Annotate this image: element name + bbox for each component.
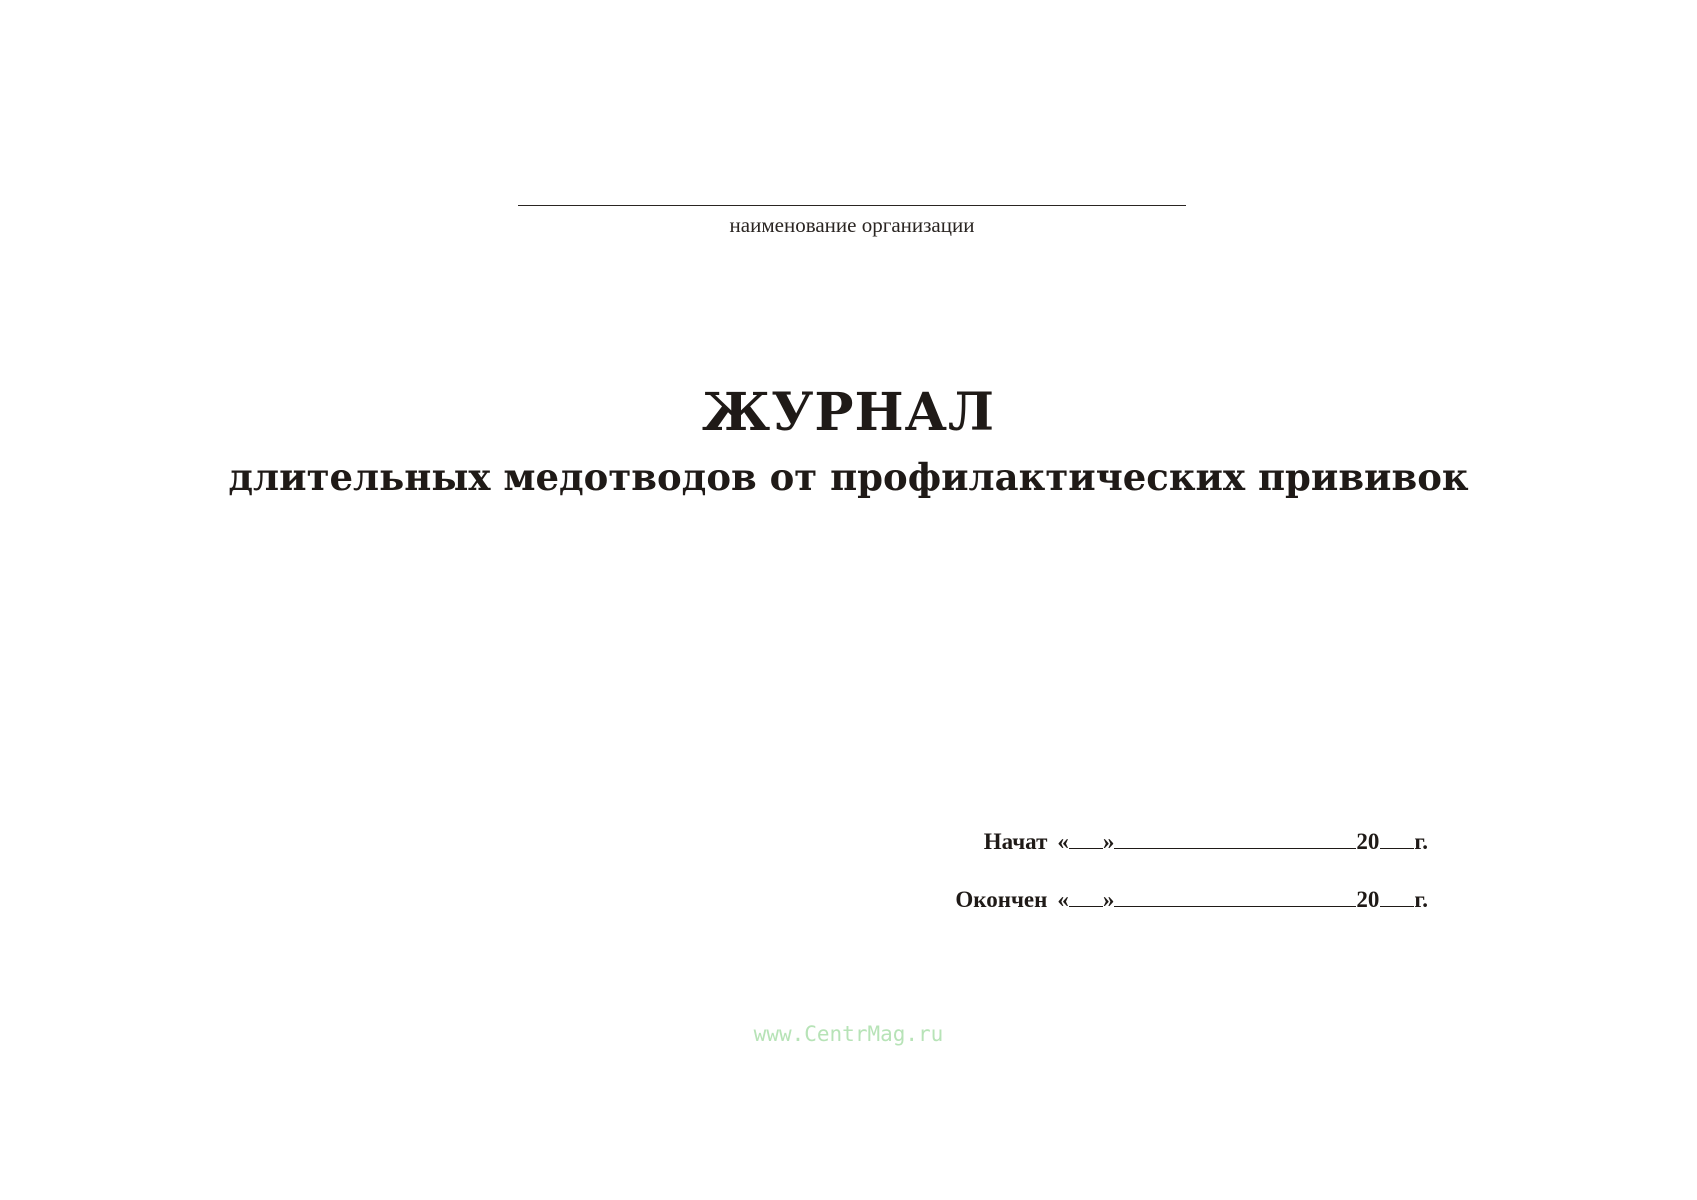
end-day-blank[interactable] [1069, 886, 1103, 907]
organization-name-caption: наименование организации [729, 213, 975, 237]
end-year-suffix: г. [1414, 887, 1428, 912]
start-day-blank[interactable] [1069, 828, 1103, 849]
end-open-quote: « [1057, 887, 1069, 912]
date-fields [900, 828, 1428, 944]
start-date-label: Начат [983, 829, 1048, 854]
start-month-blank[interactable] [1114, 828, 1356, 849]
end-month-blank[interactable] [1114, 886, 1356, 907]
watermark-text: www.CentrMag.ru [753, 1022, 944, 1046]
start-open-quote: « [1057, 829, 1069, 854]
start-year-prefix: 20 [1356, 829, 1380, 854]
start-date-row [900, 828, 1428, 858]
start-year-blank[interactable] [1380, 828, 1414, 849]
organization-name-line [518, 205, 1186, 206]
end-close-quote: » [1102, 887, 1115, 912]
end-date-row [900, 886, 1428, 916]
journal-subtitle: длительных медотводов от профилактических прививок [228, 455, 1469, 499]
end-date-label: Окончен [955, 887, 1048, 912]
end-year-blank[interactable] [1380, 886, 1414, 907]
start-close-quote: » [1102, 829, 1115, 854]
end-year-prefix: 20 [1356, 887, 1380, 912]
journal-title: ЖУРНАЛ [702, 382, 995, 443]
start-year-suffix: г. [1414, 829, 1428, 854]
